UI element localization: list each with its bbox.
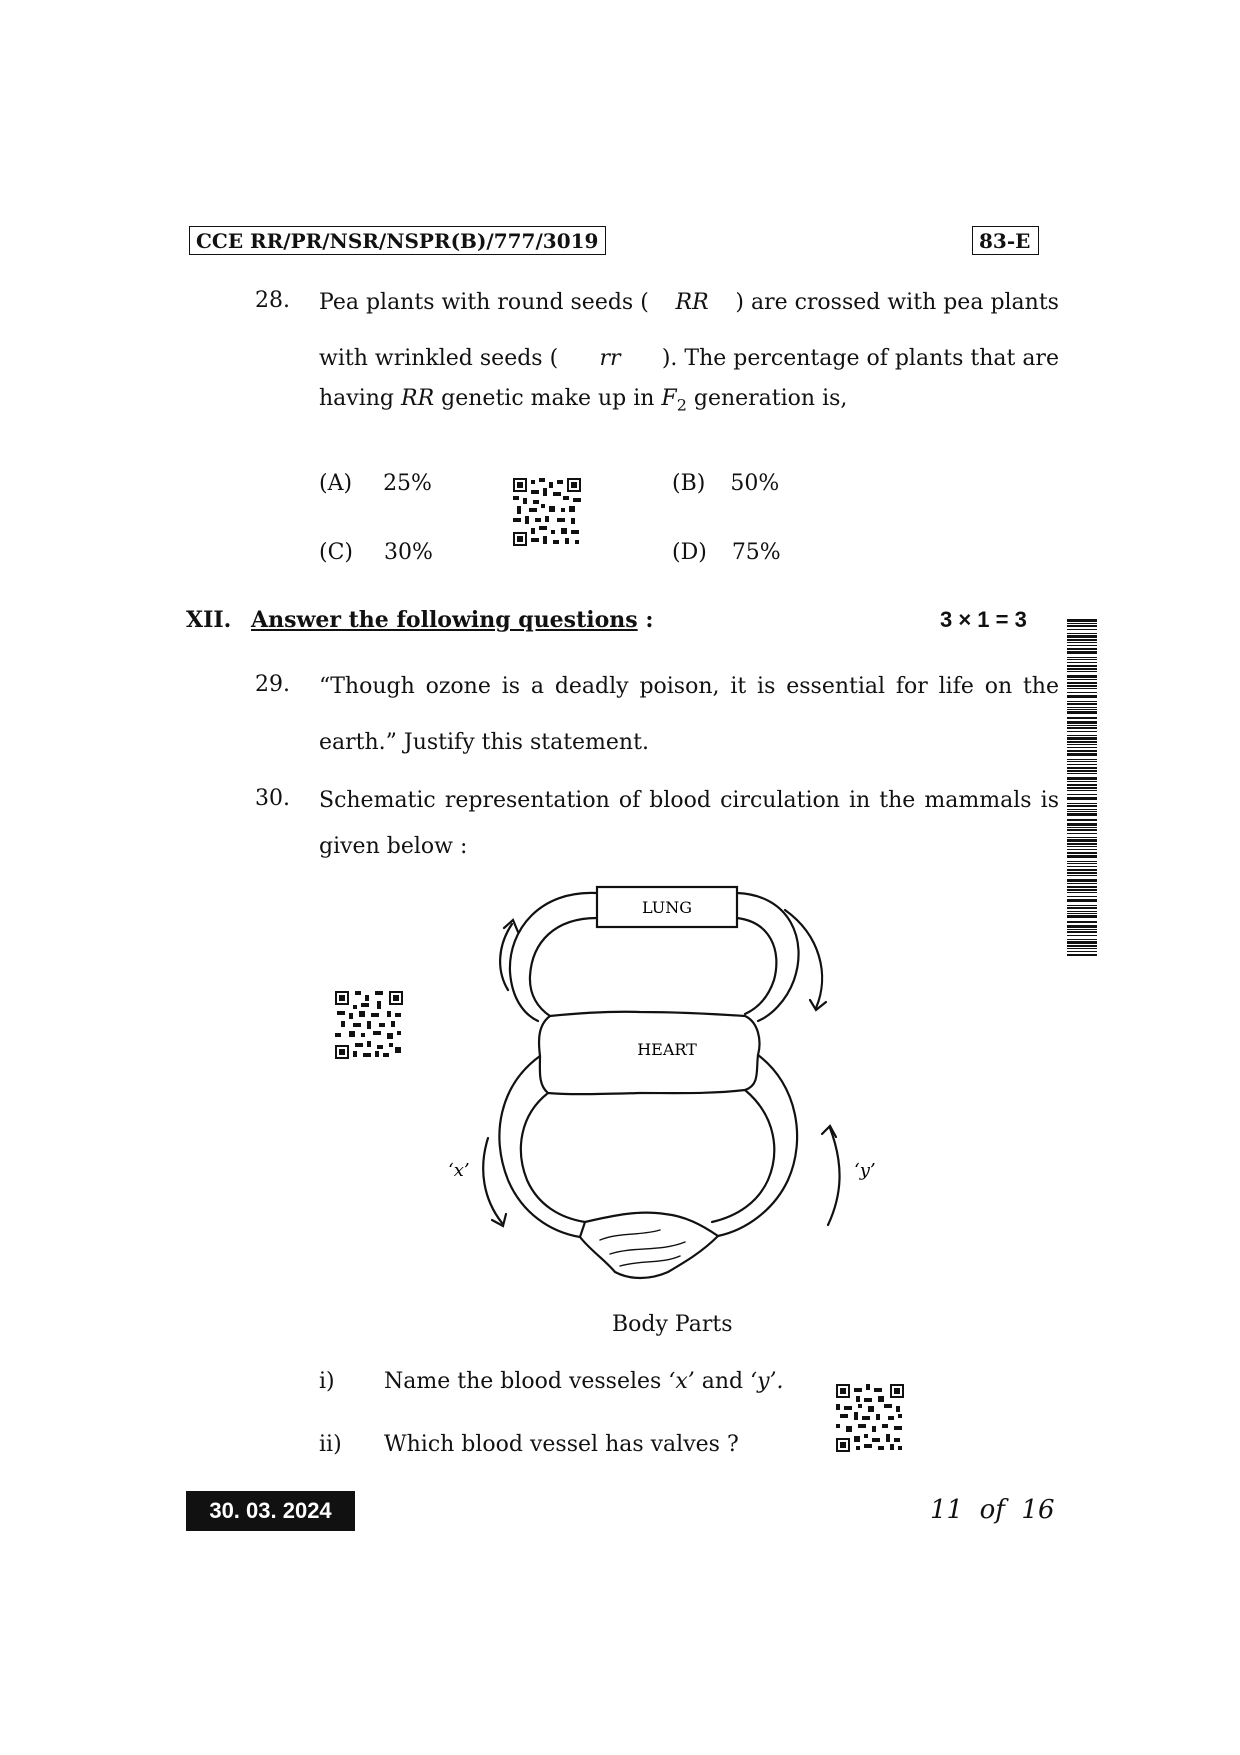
section-heading xyxy=(251,607,653,633)
vessel-x-label: ‘x’ xyxy=(448,1160,470,1181)
vessel-y-inner xyxy=(712,1090,774,1222)
section-number: XII. xyxy=(186,607,232,633)
section-title: Answer the following questions xyxy=(251,607,638,633)
question-28-line-3 xyxy=(319,384,1059,420)
subq1-pre: Name the blood vesseles xyxy=(384,1369,662,1394)
option-d-value: 75% xyxy=(731,540,781,565)
question-28-line-2 xyxy=(319,344,1059,374)
vessel-x-inner xyxy=(521,1093,585,1222)
option-c-value: 30% xyxy=(384,540,433,565)
option-b-value: 50% xyxy=(730,471,780,496)
question-28-number: 28. xyxy=(255,288,290,313)
question-29-line-2: earth.” Justify this statement. xyxy=(319,730,649,755)
subquestion-2-label: ii) xyxy=(319,1432,342,1457)
option-c xyxy=(319,540,433,565)
q28-line2-pre: with wrinkled seeds ( xyxy=(319,346,559,371)
paper-code: 83-E xyxy=(972,226,1039,255)
q28-line1-pre: Pea plants with round seeds ( xyxy=(319,290,649,315)
organ-texture xyxy=(610,1242,685,1254)
subquestion-2-text: Which blood vessel has valves ? xyxy=(384,1432,739,1457)
question-29-line-1: “Though ozone is a deadly poison, it is essential for life on the xyxy=(319,674,1059,699)
vessel-y-outer xyxy=(718,1055,797,1236)
subq1-y: ‘y’. xyxy=(750,1369,784,1394)
q28-line3-mid: genetic make up in xyxy=(441,386,655,411)
exam-code: CCE RR/PR/NSR/NSPR(B)/777/3019 xyxy=(189,226,606,255)
diagram-caption: Body Parts xyxy=(612,1312,733,1337)
body-parts-organ xyxy=(580,1213,718,1278)
q28-generation-f: F xyxy=(661,386,677,411)
barcode-icon xyxy=(1067,619,1097,955)
arrow-pulmonary-down xyxy=(785,910,822,1008)
subquestion-1-text xyxy=(384,1369,784,1394)
qr-code-icon xyxy=(335,991,403,1059)
vessel-x-outer xyxy=(499,1056,580,1237)
subq1-and: and xyxy=(701,1369,744,1394)
arrow-y-up xyxy=(828,1128,840,1225)
option-a-label: (A) xyxy=(319,471,353,496)
organ-texture xyxy=(620,1256,680,1266)
subq1-x: ‘x’ xyxy=(668,1369,695,1394)
question-30-line-1: Schematic representation of blood circulation in the mammals is xyxy=(319,788,1059,813)
pulmonary-vessel-left-inner xyxy=(530,918,597,1016)
option-d-label: (D) xyxy=(672,540,707,565)
page-number: 11 of 16 xyxy=(930,1495,1055,1525)
blood-circulation-diagram xyxy=(440,880,876,1300)
q28-line3-post: generation is, xyxy=(693,386,848,411)
qr-code-icon xyxy=(513,478,581,546)
section-colon: : xyxy=(645,607,654,633)
qr-code-icon xyxy=(836,1384,904,1452)
q28-line3-pre: having xyxy=(319,386,395,411)
vessel-y-label: ‘y’ xyxy=(854,1160,876,1181)
heart-label: HEART xyxy=(637,1040,697,1059)
option-a xyxy=(319,471,432,496)
section-marks: 3 × 1 = 3 xyxy=(940,607,1027,632)
question-28-line-1 xyxy=(319,288,1059,318)
pulmonary-vessel-left xyxy=(510,893,597,1021)
organ-texture xyxy=(600,1230,660,1240)
question-29-number: 29. xyxy=(255,672,290,697)
q28-genotype-RR: RR xyxy=(401,386,435,411)
q28-line1-post: ) are crossed with pea plants xyxy=(735,290,1059,315)
option-b xyxy=(672,471,779,496)
question-30-line-2: given below : xyxy=(319,834,468,859)
q28-genotype-rr-round: RR xyxy=(675,290,709,315)
q28-line2-post: ). The percentage of plants that are xyxy=(661,346,1059,371)
exam-date: 30. 03. 2024 xyxy=(186,1491,355,1531)
option-a-value: 25% xyxy=(383,471,432,496)
pulmonary-vessel-right-inner xyxy=(737,918,776,1014)
option-c-label: (C) xyxy=(319,540,353,565)
arrow-head xyxy=(822,1126,836,1137)
option-b-label: (B) xyxy=(672,471,706,496)
subquestion-1-label: i) xyxy=(319,1369,335,1394)
q28-genotype-rr-wrinkled: rr xyxy=(599,346,621,371)
q28-generation-sub: 2 xyxy=(676,395,687,415)
option-d xyxy=(672,540,781,565)
lung-label: LUNG xyxy=(641,898,693,917)
question-30-number: 30. xyxy=(255,786,290,811)
